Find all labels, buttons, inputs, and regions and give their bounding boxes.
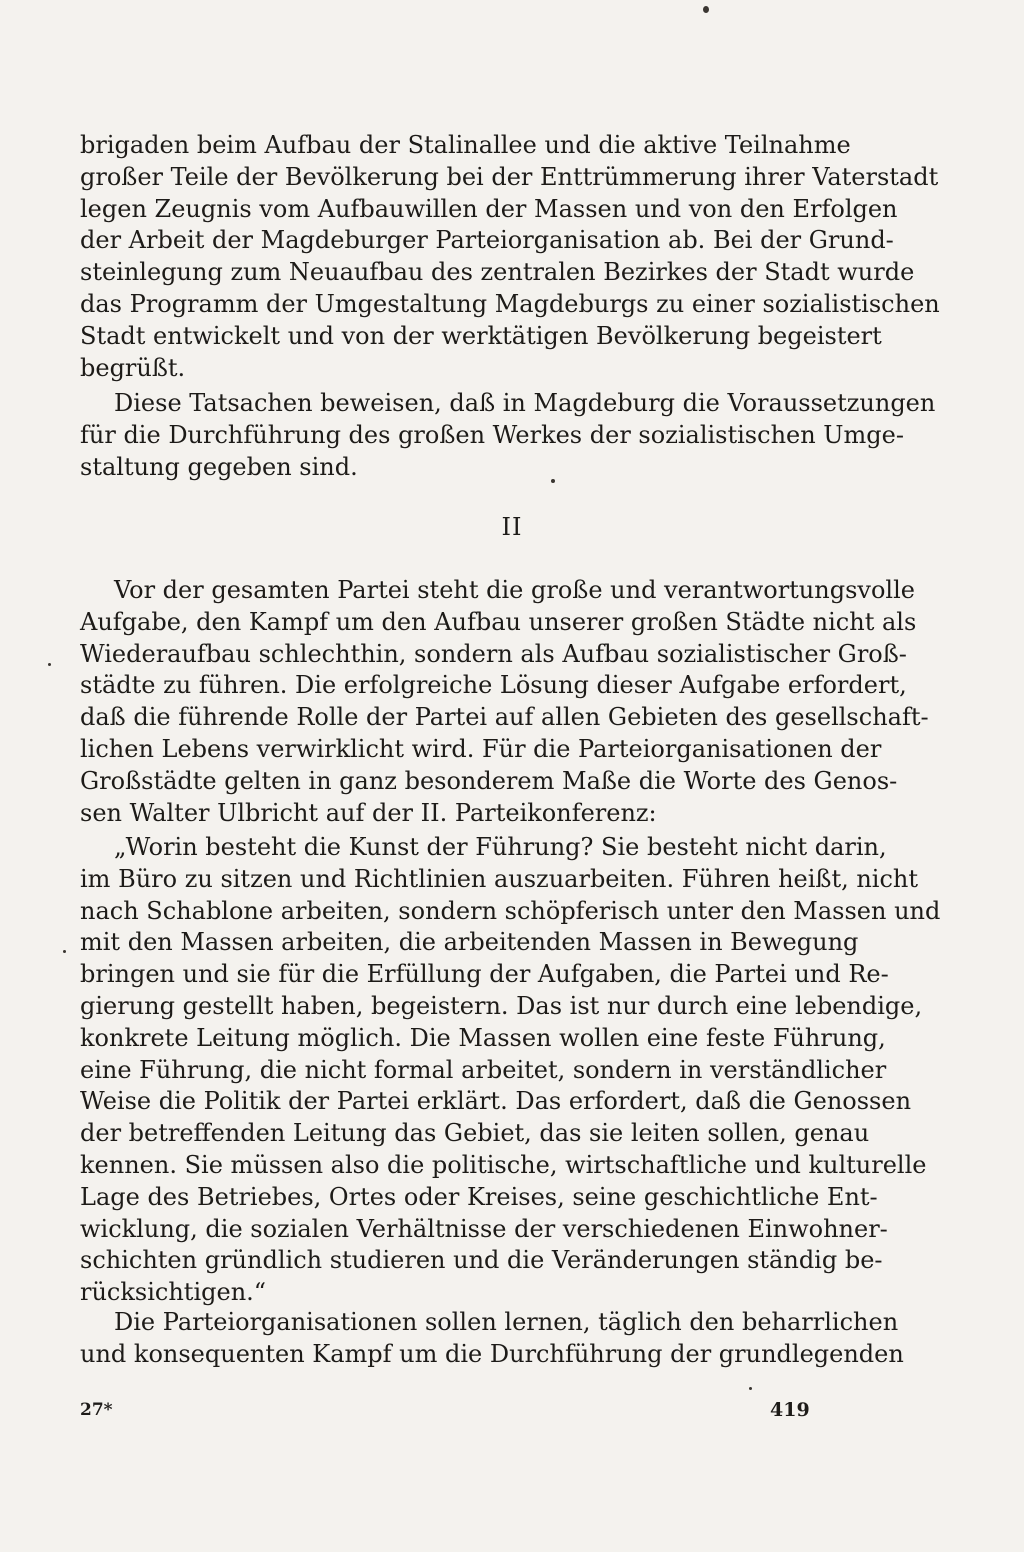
- text-line: steinlegung zum Neuaufbau des zentralen Bezirkes der Stadt wurde: [80, 258, 915, 287]
- scan-speck: [48, 663, 51, 666]
- section-heading: II: [501, 513, 523, 541]
- text-line: Die Parteiorganisationen sollen lernen, täglich den beharrlichen: [114, 1308, 899, 1336]
- text-line: Stadt entwickelt und von der werktätigen Bevölkerung begeistert: [80, 321, 882, 350]
- page-number: 419: [770, 1399, 810, 1421]
- text-line: konkrete Leitung möglich. Die Massen wollen eine feste Führung,: [80, 1023, 886, 1052]
- paragraph-5: [80, 1307, 904, 1371]
- text-line: brigaden beim Aufbau der Stalinallee und die aktive Teilnahme: [80, 131, 851, 159]
- text-line: staltung gegeben sind.: [80, 452, 358, 481]
- text-line: legen Zeugnis vom Aufbauwillen der Massen und von den Erfolgen: [80, 194, 898, 223]
- text-line: und konsequenten Kampf um die Durchführung der grundlegenden: [80, 1339, 904, 1368]
- text-line: großer Teile der Bevölkerung bei der Enttrümmerung ihrer Vaterstadt: [80, 162, 939, 191]
- scan-speck: [703, 6, 709, 13]
- text-line: Großstädte gelten in ganz besonderem Maße die Worte des Genos-: [80, 766, 898, 795]
- text-line: sen Walter Ulbricht auf der II. Parteikonferenz:: [80, 798, 657, 827]
- text-line: eine Führung, die nicht formal arbeitet, sondern in verständlicher: [80, 1055, 887, 1084]
- scan-speck: [749, 1387, 752, 1390]
- paragraph-1: [80, 130, 940, 384]
- text-line: „Worin besteht die Kunst der Führung? Sie besteht nicht darin,: [114, 833, 887, 861]
- text-line: schichten gründlich studieren und die Veränderungen ständig be-: [80, 1246, 883, 1275]
- signature-mark: 27*: [80, 1400, 113, 1420]
- text-line: daß die führende Rolle der Partei auf allen Gebieten des gesellschaft-: [80, 703, 929, 732]
- text-line: der Arbeit der Magdeburger Parteiorganisation ab. Bei der Grund-: [80, 226, 894, 255]
- text-line: gierung gestellt haben, begeistern. Das ist nur durch eine lebendige,: [80, 991, 923, 1020]
- text-line: der betreffenden Leitung das Gebiet, das sie leiten sollen, genau: [80, 1119, 870, 1148]
- text-line: lichen Lebens verwirklicht wird. Für die Parteiorganisationen der: [80, 734, 882, 763]
- text-line: rücksichtigen.“: [80, 1278, 267, 1307]
- text-line: Diese Tatsachen beweisen, daß in Magdeburg die Voraussetzungen: [114, 389, 936, 417]
- text-line: für die Durchführung des großen Werkes der sozialistischen Umge-: [80, 420, 904, 449]
- text-line: kennen. Sie müssen also die politische, wirtschaftliche und kulturelle: [80, 1150, 927, 1179]
- scan-speck: [551, 479, 555, 483]
- text-line: mit den Massen arbeiten, die arbeitenden Massen in Bewegung: [80, 928, 859, 957]
- text-line: Wiederaufbau schlechthin, sondern als Aufbau sozialistischer Groß-: [80, 639, 907, 668]
- text-line: wicklung, die sozialen Verhältnisse der verschiedenen Einwohner-: [80, 1214, 888, 1243]
- text-line: das Programm der Umgestaltung Magdeburgs zu einer sozialistischen: [80, 289, 940, 318]
- text-line: begrüßt.: [80, 353, 186, 382]
- paragraph-2: [80, 388, 936, 483]
- text-line: Vor der gesamten Partei steht die große und verantwortungsvolle: [114, 576, 915, 604]
- text-line: Aufgabe, den Kampf um den Aufbau unserer großen Städte nicht als: [80, 607, 917, 636]
- text-line: im Büro zu sitzen und Richtlinien auszuarbeiten. Führen heißt, nicht: [80, 864, 919, 893]
- scan-speck: [63, 950, 66, 953]
- text-line: bringen und sie für die Erfüllung der Aufgaben, die Partei und Re-: [80, 960, 889, 989]
- text-line: städte zu führen. Die erfolgreiche Lösung dieser Aufgabe erfordert,: [80, 671, 907, 700]
- text-line: nach Schablone arbeiten, sondern schöpferisch unter den Massen und: [80, 896, 941, 925]
- paragraph-quote: [80, 832, 941, 1309]
- text-line: Weise die Politik der Partei erklärt. Das erfordert, daß die Genossen: [80, 1087, 912, 1116]
- paragraph-3: [80, 575, 929, 829]
- text-line: Lage des Betriebes, Ortes oder Kreises, seine geschichtliche Ent-: [80, 1182, 878, 1211]
